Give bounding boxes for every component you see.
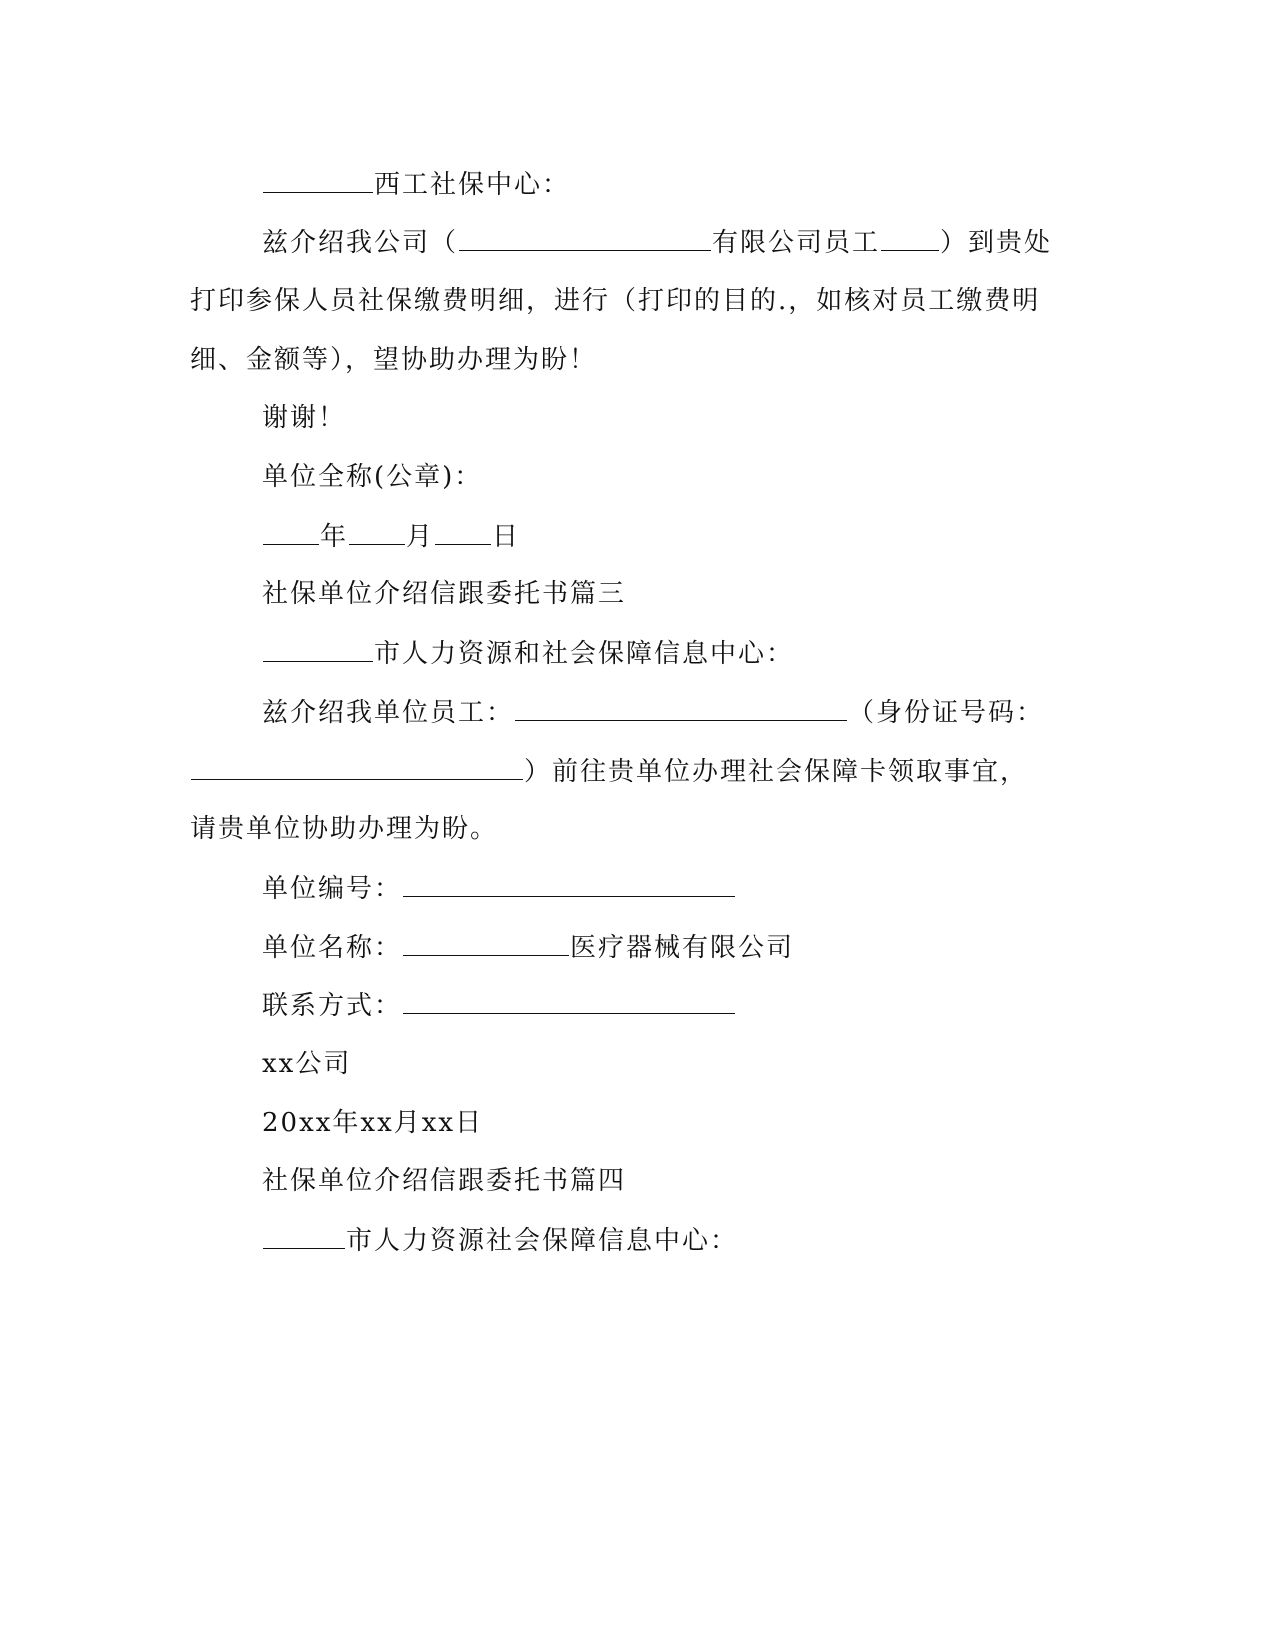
blank-field bbox=[349, 518, 405, 545]
addressee-text: 西工社保中心： bbox=[374, 170, 571, 200]
company-name: xx公司 bbox=[262, 1049, 352, 1079]
contact-line bbox=[262, 987, 736, 1024]
addressee-line bbox=[262, 166, 570, 203]
day-label: 日 bbox=[492, 522, 521, 552]
month-label: 月 bbox=[406, 522, 435, 552]
date-line bbox=[262, 518, 520, 555]
intro-paragraph-line-3 bbox=[190, 342, 597, 378]
intro-paragraph-line-2 bbox=[190, 283, 1040, 319]
intro-paragraph-line-1 bbox=[262, 224, 1052, 261]
unit-number-label: 单位编号： bbox=[262, 874, 403, 904]
unit-name-suffix: 医疗器械有限公司 bbox=[570, 933, 795, 963]
blank-field bbox=[191, 753, 523, 780]
seal-line bbox=[262, 459, 482, 495]
request-text: 请贵单位协助办理为盼。 bbox=[190, 814, 499, 844]
intro-text-line-2: 打印参保人员社保缴费明细，进行（打印的目的.，如核对员工缴费明 bbox=[190, 286, 1041, 316]
intro-text-a: 兹介绍我公司（ bbox=[262, 228, 459, 258]
blank-field bbox=[263, 518, 319, 545]
id-number-label: （身份证号码： bbox=[848, 698, 1045, 728]
intro-text-b: 有限公司员工 bbox=[712, 228, 881, 258]
section-heading-4-text: 社保单位介绍信跟委托书篇四 bbox=[262, 1166, 627, 1196]
section-heading-4 bbox=[262, 1163, 626, 1199]
addressee-text-2: 市人力资源和社会保障信息中心： bbox=[374, 639, 795, 669]
employee-label: 兹介绍我单位员工： bbox=[262, 698, 515, 728]
company-line bbox=[262, 1046, 351, 1082]
request-line bbox=[190, 811, 498, 847]
blank-field bbox=[403, 929, 569, 956]
purpose-line bbox=[190, 753, 1028, 790]
employee-line bbox=[262, 694, 1044, 731]
seal-label: 单位全称(公章)： bbox=[262, 462, 483, 492]
blank-field bbox=[459, 224, 711, 251]
thanks-line bbox=[262, 400, 346, 436]
year-label: 年 bbox=[320, 522, 349, 552]
unit-name-label: 单位名称： bbox=[262, 933, 403, 963]
blank-field bbox=[263, 166, 373, 193]
blank-field bbox=[435, 518, 491, 545]
blank-field bbox=[881, 224, 939, 251]
blank-field bbox=[263, 1222, 345, 1249]
section-heading-3 bbox=[262, 576, 626, 612]
addressee-text-3: 市人力资源社会保障信息中心： bbox=[346, 1226, 739, 1256]
intro-text-c: ）到贵处 bbox=[940, 228, 1053, 258]
purpose-text: ）前往贵单位办理社会保障卡领取事宜， bbox=[524, 757, 1029, 787]
thanks-text: 谢谢！ bbox=[262, 403, 347, 433]
blank-field bbox=[263, 635, 373, 662]
date-text: 20xx年xx月xx日 bbox=[262, 1108, 484, 1138]
addressee-line-3 bbox=[262, 1222, 738, 1259]
contact-label: 联系方式： bbox=[262, 991, 403, 1021]
blank-field bbox=[515, 694, 847, 721]
blank-field bbox=[403, 870, 735, 897]
blank-field bbox=[403, 987, 735, 1014]
date-line-2 bbox=[262, 1105, 483, 1141]
intro-text-line-3: 细、金额等），望协助办理为盼！ bbox=[190, 345, 598, 375]
unit-name-line bbox=[262, 929, 794, 966]
unit-number-line bbox=[262, 870, 736, 907]
addressee-line-2 bbox=[262, 635, 794, 672]
section-heading-3-text: 社保单位介绍信跟委托书篇三 bbox=[262, 579, 627, 609]
